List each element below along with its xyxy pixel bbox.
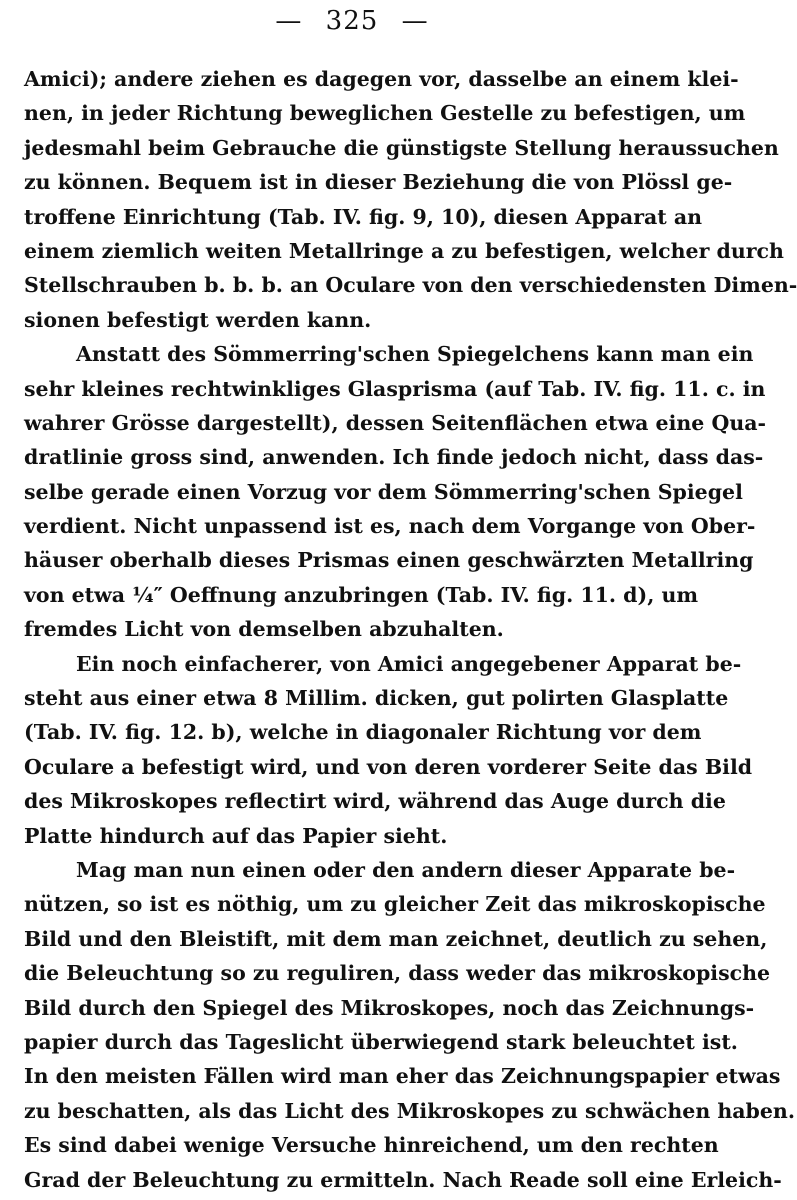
text-line: selbe gerade einen Vorzug vor dem Sömmerring'schen Spiegel [24,479,743,504]
text-line: dratlinie gross sind, anwenden. Ich finde jedoch nicht, dass das- [24,445,764,470]
text-line: einem ziemlich weiten Metallringe a zu befestigen, welcher durch [24,238,784,263]
body-text [24,62,797,1197]
text-line: wahrer Grösse dargestellt), dessen Seitenflächen etwa eine Qua- [24,410,767,435]
page-number: 325 [325,6,379,36]
text-line: fremdes Licht von demselben abzuhalten. [24,617,504,642]
text-line: Anstatt des Sömmerring'schen Spiegelchens kann man ein [76,342,754,367]
text-line: Stellschrauben b. b. b. an Oculare von den verschiedensten Dimen- [24,273,797,298]
text-line: verdient. Nicht unpassend ist es, nach dem Vorgange von Ober- [24,514,756,539]
text-line: sionen befestigt werden kann. [24,307,372,332]
text-line: steht aus einer etwa 8 Millim. dicken, gut polirten Glasplatte [24,686,729,711]
text-line: häuser oberhalb dieses Prismas einen geschwärzten Metallring [24,548,754,573]
text-line: des Mikroskopes reflectirt wird, während das Auge durch die [24,789,726,814]
text-line: troffene Einrichtung (Tab. IV. fig. 9, 10), diesen Apparat an [24,204,703,229]
page-number-dash-left: — [275,6,303,36]
text-line: Amici); andere ziehen es dagegen vor, dasselbe an einem klei- [24,67,739,91]
text-line: Bild und den Bleistift, mit dem man zeichnet, deutlich zu sehen, [24,926,768,951]
page-number-dash-right: — [401,6,429,36]
text-line: Grad der Beleuchtung zu ermitteln. Nach Reade soll eine Erleich- [24,1167,782,1192]
text-line: In den meisten Fällen wird man eher das Zeichnungspapier etwas [24,1064,781,1089]
text-line: Es sind dabei wenige Versuche hinreichend, um den rechten [24,1133,719,1158]
text-line: Bild durch den Spiegel des Mikroskopes, noch das Zeichnungs- [24,995,755,1020]
text-line: zu können. Bequem ist in dieser Beziehung die von Plössl ge- [24,170,733,195]
book-page [24,0,797,1200]
text-line: die Beleuchtung so zu reguliren, dass weder das mikroskopische [24,961,771,986]
text-line: von etwa ¼″ Oeffnung anzubringen (Tab. IV. fig. 11. d), um [24,582,699,607]
text-line: Ein noch einfacherer, von Amici angegebener Apparat be- [76,651,742,676]
text-line: Oculare a befestigt wird, und von deren vorderer Seite das Bild [24,754,753,779]
text-line: zu beschatten, als das Licht des Mikroskopes zu schwächen haben. [24,1098,795,1123]
text-line: Mag man nun einen oder den andern dieser Apparate be- [76,857,736,882]
page-number-header [24,4,680,38]
text-line: nen, in jeder Richtung beweglichen Gestelle zu befestigen, um [24,101,746,126]
text-line: sehr kleines rechtwinkliges Glasprisma (auf Tab. IV. fig. 11. c. in [24,376,766,401]
text-line: Platte hindurch auf das Papier sieht. [24,823,448,848]
text-line: jedesmahl beim Gebrauche die günstigste Stellung heraussuchen [24,135,779,160]
text-line: nützen, so ist es nöthig, um zu gleicher Zeit das mikroskopische [24,892,766,917]
text-line: (Tab. IV. fig. 12. b), welche in diagonaler Richtung vor dem [24,720,702,745]
text-line: papier durch das Tageslicht überwiegend stark beleuchtet ist. [24,1029,738,1054]
